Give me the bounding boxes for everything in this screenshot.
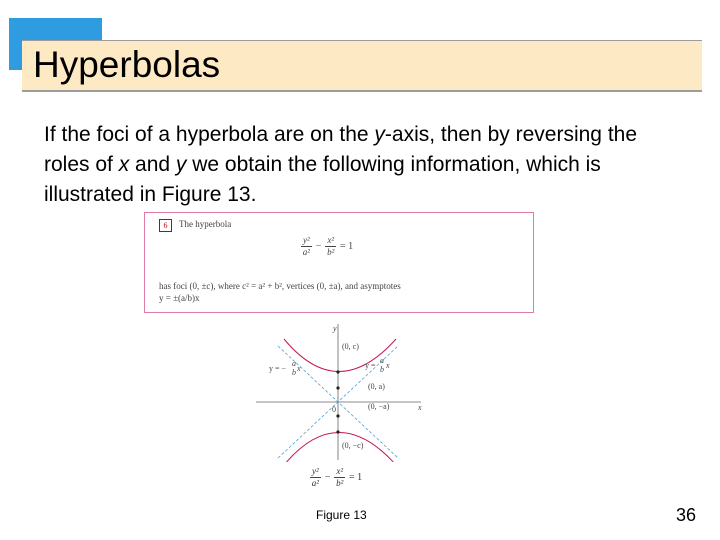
- focus-bottom-label: (0, −c): [342, 441, 364, 450]
- definition-foci-line: has foci (0, ±c), where c² = a² + b², vertices (0, ±a), and asymptotes: [159, 281, 401, 291]
- definition-box: [144, 212, 534, 313]
- figure-caption: Figure 13: [316, 508, 367, 522]
- vertex-top-label: (0, a): [368, 382, 385, 391]
- definition-equation: $\frac{\text{y²}}{\text{a²}}$ − $\frac{\text{x²}}{\text{b²}}$ = 1: [302, 235, 354, 257]
- asymptote-left-x: x: [297, 364, 301, 373]
- definition-asymptote-line: y = ±(a/b)x: [159, 293, 200, 303]
- vertex-bottom-label: (0, −a): [368, 402, 390, 411]
- y-axis-label: y: [333, 324, 337, 333]
- definition-number-badge: 6: [159, 219, 172, 232]
- slide-title: Hyperbolas: [33, 44, 221, 85]
- definition-label: The hyperbola: [179, 219, 232, 229]
- body-paragraph: If the foci of a hyperbola are on the y-axis, then by reversing the roles of x and y we obtain the following information, which is illustrated in Figure 13.: [44, 123, 638, 206]
- asymptote-left-frac-num: a: [292, 359, 296, 368]
- vertex-bottom-point: [336, 414, 339, 417]
- asymptote-left-label: y = −: [269, 364, 287, 373]
- vertex-top-point: [336, 386, 339, 389]
- graph-equation: $\frac{\text{y²}}{\text{a²}}$ − $\frac{\text{x²}}{\text{b²}}$ = 1: [311, 466, 363, 488]
- x-axis-label: x: [418, 403, 422, 412]
- asymptote-right-x: x: [386, 361, 390, 370]
- asymptote-right-label: y =: [365, 361, 376, 370]
- focus-top-label: (0, c): [342, 342, 359, 351]
- page-number: 36: [676, 505, 697, 525]
- origin-label: 0: [332, 405, 336, 414]
- focus-bottom-point: [336, 430, 339, 433]
- asymptote-left-frac-den: b: [292, 368, 296, 377]
- focus-top-point: [336, 370, 339, 373]
- hyperbola-graph: [256, 322, 426, 462]
- asymptote-right-frac-num: a: [380, 356, 384, 365]
- asymptote-right-frac-den: b: [380, 365, 384, 374]
